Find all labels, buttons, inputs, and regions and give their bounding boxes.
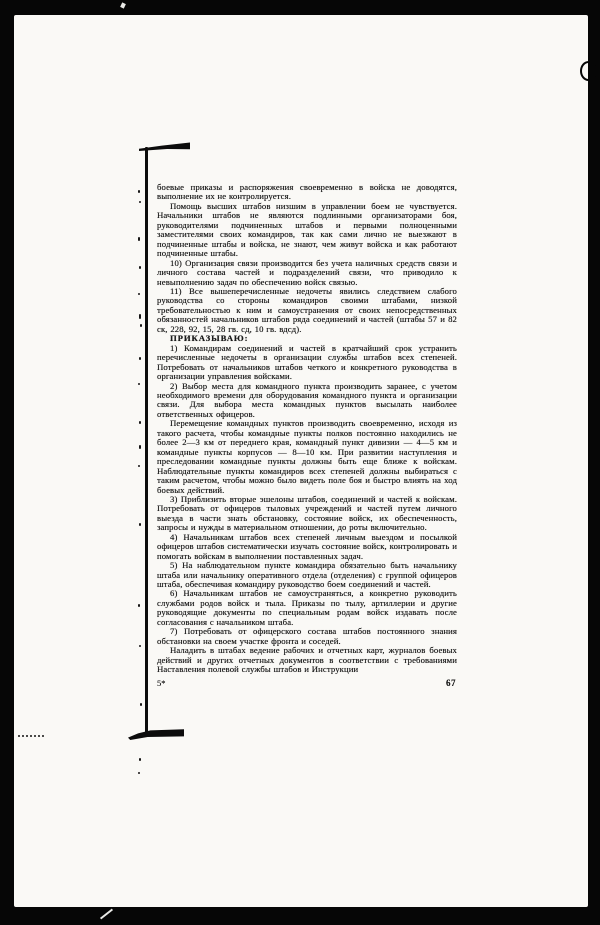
paragraph: 2) Выбор места для командного пункта производить заранее, с учетом необходимого времени для оборудования командного пункта и организации связи. Для выбора места командных пунктов высылать наиболее ответственных офицеров. — [157, 380, 457, 419]
margin-speck — [138, 190, 140, 193]
margin-speck — [138, 604, 140, 607]
scan-border-tick — [100, 909, 113, 920]
page-footer — [157, 678, 456, 688]
margin-speck — [139, 523, 141, 526]
paragraph: 11) Все вышеперечисленные недочеты явились следствием слабого руководства со стороны командиров своими штабами, низкой требовательностью к ним и самоустранения от своих непосредственных обязанностей начальников штабов ряда соединений и частей (штабы 57 и 82 ск, 228, 92, 15, 28 гв. сд, 10 гв. вдсд). — [157, 285, 457, 334]
paragraph: 6) Начальникам штабов не самоустраняться, а конкретно руководить службами родов войск и тыла. Приказы по тылу, артиллерии и другие руководящие документы по специальным родам войск издавать после согласования с начальником штаба. — [157, 588, 457, 627]
paragraph: 5) На наблюдательном пункте командира обязательно быть начальнику штаба или начальнику оперативного отдела (отделения) с группой офицеров штаба, обеспечивая командиру руководство боем соединений и частей. — [157, 560, 457, 590]
margin-speck — [138, 293, 140, 295]
paragraph: Помощь высших штабов низшим в управлении боем не чувствуется. Начальники штабов не являются подлинными организаторами боя, руководителями подчиненных штабов и первыми полноценными заместителями своих командиров, так как сами лично не выезжают в подчиненные штабы и войска, не знают, чем живут войска и как работают подчиненные штабы. — [157, 200, 457, 259]
paragraph: Наладить в штабах ведение рабочих и отчетных карт, журналов боевых действий и других отчетных документов в соответствии с требованиями Наставления полевой службы штабов и Инструкции — [157, 645, 457, 675]
margin-speck — [138, 465, 140, 467]
margin-speck — [140, 324, 142, 327]
binding-crease-line — [145, 147, 148, 734]
paragraph: ПРИКАЗЫВАЮ: — [170, 333, 249, 344]
paragraph: 3) Приблизить вторые эшелоны штабов, соединений и частей к войскам. Потребовать от офицеров тыловых учреждений и частей путем личного выезда в части знать обстановку, состояние войск, их обеспеченность, запросы и нужды в материальном отношении, до роты включительно. — [157, 493, 457, 533]
margin-speck — [139, 266, 141, 269]
margin-speck — [139, 445, 141, 449]
scan-border-tick — [120, 2, 126, 8]
paragraph: 4) Начальникам штабов всех степеней личным выездом и посылкой офицеров штабов систематически изучать состояние войск, контролировать и помогать войскам в выполнении поставленных задач. — [157, 531, 457, 561]
page-edge-notch — [580, 61, 597, 81]
footer-page-number: 67 — [446, 678, 456, 688]
margin-speck — [139, 645, 141, 647]
margin-speck — [139, 758, 141, 761]
paragraph: 7) Потребовать от офицерского состава штабов постоянного знания обстановки на своем участке фронта и соседей. — [157, 626, 457, 646]
margin-speck — [139, 357, 141, 360]
margin-dash-mark — [18, 735, 44, 737]
text-column — [157, 183, 457, 675]
margin-speck — [138, 772, 140, 774]
margin-speck — [139, 421, 141, 424]
paragraph: Перемещение командных пунктов производить своевременно, исходя из такого расчета, чтобы командные пункты полков постоянно находились не более 2—3 км от переднего края, командный пункт дивизии — 4—5 км и командные пункты корпусов — 8—10 км. При развитии наступления и преследовании командные пункты должны быть еще ближе к войскам. Наблюдательные пункты командиров всех степеней должны выбираться с таким расчетом, чтобы можно было видеть поле боя и быстро влиять на ход боевых действий. — [157, 418, 457, 495]
paragraph: 10) Организация связи производится без учета наличных средств связи и личного состава частей и подразделений связи, что приводило к невыполнению задач по обеспечению войск связью. — [157, 257, 457, 287]
paragraph: боевые приказы и распоряжения своевременно в войска не доводятся, выполнение их не контролируется. — [157, 182, 457, 202]
margin-speck — [138, 237, 140, 241]
margin-speck — [139, 314, 141, 319]
footer-signature-mark: 5* — [157, 678, 166, 688]
margin-speck — [139, 201, 141, 203]
margin-speck — [140, 703, 142, 706]
margin-speck — [138, 383, 140, 385]
paragraph: 1) Командирам соединений и частей в кратчайший срок устранить перечисленные недочеты в организации службы штабов всех степеней. Потребовать от начальников штабов четкого и конкретного руководства в организации управления войсками. — [157, 342, 457, 382]
